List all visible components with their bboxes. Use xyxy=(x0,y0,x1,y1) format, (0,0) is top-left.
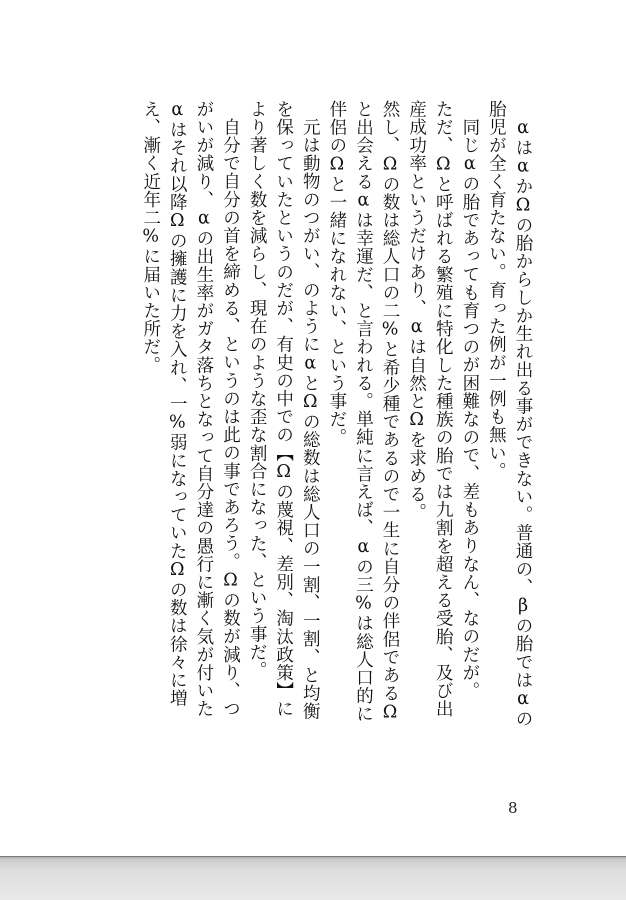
page-number: 8 xyxy=(508,799,518,817)
vertical-body-text xyxy=(96,100,536,730)
paragraph-5: 元は動物のつがい、のようにαとΩの総数は総人口の一割、一割、と均衡を保っていたというのだが、有史の中での【Ωの蔑視、差別、淘汰政策】により著しく数を減らし、現在のような歪な割合になった、という事だ。 xyxy=(247,100,321,720)
paragraph-1: αはαかΩの胎からしか生れ出る事ができない。普通の、βの胎ではαの胎児が全く育たない。育った例が一例も無い。 xyxy=(486,100,533,728)
divider xyxy=(0,856,626,857)
viewer-bottom-edge xyxy=(0,856,626,900)
paragraph-4: 然し、Ωの数は総人口の二%と希少種であるので一生に自分の伴侶であるΩと出会えるαは幸運だ、と言われる。単純に言えば、αの三%は総人口的に伴侶のΩと一緒になれない、という事だ。 xyxy=(326,100,401,723)
paragraph-6: 自分で自分の首を締める、というのは此の事であろう。Ωの数が減り、つがいが減り、αの出生率がガタ落ちとなって自分達の愚行に漸く気が付いたαはそれ以降Ωの擁護に力を入れ、一%弱になっていたΩの数は徐々に増え、漸く近年二%に届いた所だ。 xyxy=(140,100,241,718)
paragraph-3: ただ、Ωと呼ばれる繁殖に特化した種族の胎では九割を超える受胎、及び出産成功率というだけあり、αは自然とΩを求める。 xyxy=(406,100,454,718)
paragraph-2: 同じαの胎であっても育つのが困難なので、差もありなん、なのだが。 xyxy=(459,117,480,700)
